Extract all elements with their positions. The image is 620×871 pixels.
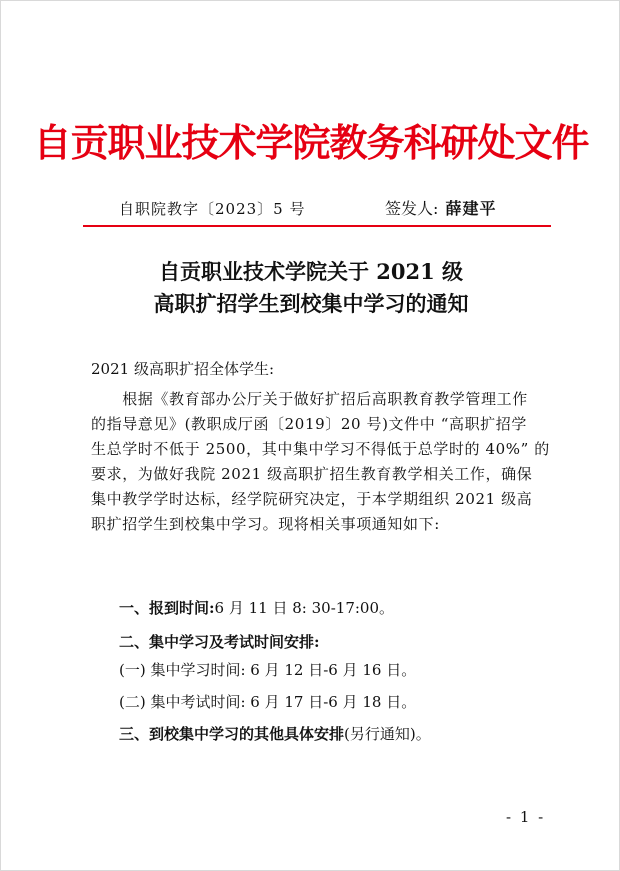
- item-text: (一) 集中学习时间: 6 月 12 日-6 月 16 日。: [119, 661, 417, 679]
- item-heading: 二、集中学习及考试时间安排:: [119, 633, 320, 651]
- document-number: 自职院教字〔2023〕5 号: [119, 200, 306, 218]
- list-item-other-arrangements: [119, 723, 431, 745]
- notice-title-line-2: 高职扩招学生到校集中学习的通知: [153, 291, 469, 316]
- item-text: (二) 集中考试时间: 6 月 17 日-6 月 18 日。: [119, 693, 417, 711]
- issuer-block: [385, 198, 497, 220]
- list-item-schedule: [119, 631, 320, 653]
- page-number: - 1 -: [506, 808, 546, 826]
- list-item-exam-time: [119, 691, 416, 713]
- body-line: 的指导意见》(教职成厅函〔2019〕20 号)文件中 “高职扩招学: [91, 415, 527, 433]
- body-line: 职扩招学生到校集中学习。现将相关事项通知如下:: [91, 515, 440, 533]
- notice-title-line-1: 自贡职业技术学院关于 2021 级: [158, 259, 464, 284]
- item-text: 6 月 11 日 8: 30-17:00。: [214, 599, 394, 617]
- item-heading: 一、报到时间:: [119, 599, 215, 617]
- issuer-label: 签发人:: [385, 199, 439, 218]
- body-line: 生总学时不低于 2500，其中集中学习不得低于总学时的 40%” 的: [91, 440, 550, 458]
- notice-body: [91, 387, 549, 537]
- document-header-title: 自贡职业技术学院教务科研处文件: [33, 120, 589, 165]
- salutation: 2021 级高职扩招全体学生:: [91, 360, 274, 378]
- item-heading: 三、到校集中学习的其他具体安排: [119, 725, 345, 743]
- list-item-report-time: [119, 597, 394, 619]
- body-line: 集中教学学时达标，经学院研究决定，于本学期组织 2021 级高: [91, 490, 533, 508]
- body-line: 根据《教育部办公厅关于做好扩招后高职教育教学管理工作: [91, 390, 528, 408]
- list-item-study-time: [119, 659, 416, 681]
- header-divider: [83, 225, 551, 227]
- body-line: 要求，为做好我院 2021 级高职扩招生教育教学相关工作，确保: [91, 465, 533, 483]
- issuer-name: 薛建平: [445, 199, 497, 218]
- item-text: (另行通知)。: [344, 725, 431, 743]
